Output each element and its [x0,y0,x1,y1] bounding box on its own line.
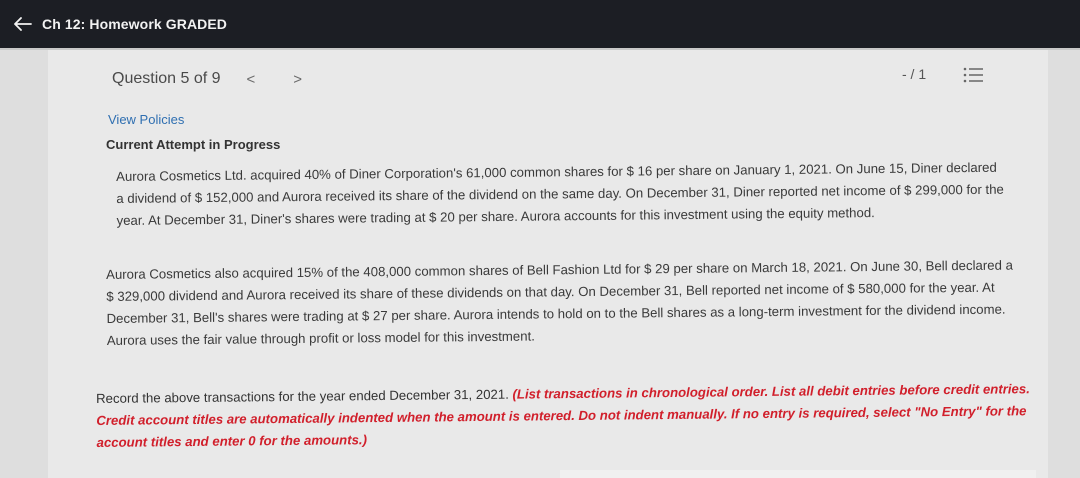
arrow-left-icon[interactable] [12,13,34,35]
problem-paragraph-bell: Aurora Cosmetics also acquired 15% of the 408,000 common shares of Bell Fashion Ltd for $ 29 per share on March 18, 2021. On June 30, Bell declared a $ 329,000 dividend and Aurora received its share of these dividends on that day. On December 31, Bell reported net income of $ 580,000 for the year. At December 31, Bell's shares were trading at $ 27 per share. Aurora intends to hold on to the Bell shares as a long-term investment for the dividend income. Aurora uses the fair value through profit or loss model for this investment. [106,257,1013,348]
question-score: - / 1 [902,66,927,82]
instruction-paragraph [96,378,1033,454]
assignment-title: Ch 12: Homework GRADED [42,16,228,32]
attempt-status: Current Attempt in Progress [106,137,281,152]
next-question-button[interactable]: > [293,70,303,88]
previous-question-button[interactable]: < [246,70,256,88]
question-counter: Question 5 of 9 [112,70,221,87]
question-navigation [112,70,302,88]
top-bar [0,0,1080,50]
instruction-note: (List transactions in chronological order. List all debit entries before credit entries. Credit account titles are automatically indented when the amount is entered. Do not indent manually. If no entry is required, select "No Entry" for the account titles and enter 0 for the amounts.) [96,381,1030,450]
list-icon[interactable] [962,66,984,84]
instruction-text: Record the above transactions for the year ended December 31, 2021. [96,386,509,406]
problem-paragraph-diner: Aurora Cosmetics Ltd. acquired 40% of Diner Corporation's 61,000 common shares for $ 16 per share on January 1, 2021. On June 15, Diner declared a dividend of $ 152,000 and Aurora received its share of the dividend on the same day. On December 31, Diner reported net income of $ 299,000 for the year. At December 31, Diner's shares were trading at $ 20 per share. Aurora accounts for this investment using the equity method. [116,159,1004,228]
answer-area-top [560,470,1036,478]
view-policies-link[interactable]: View Policies [108,112,185,127]
